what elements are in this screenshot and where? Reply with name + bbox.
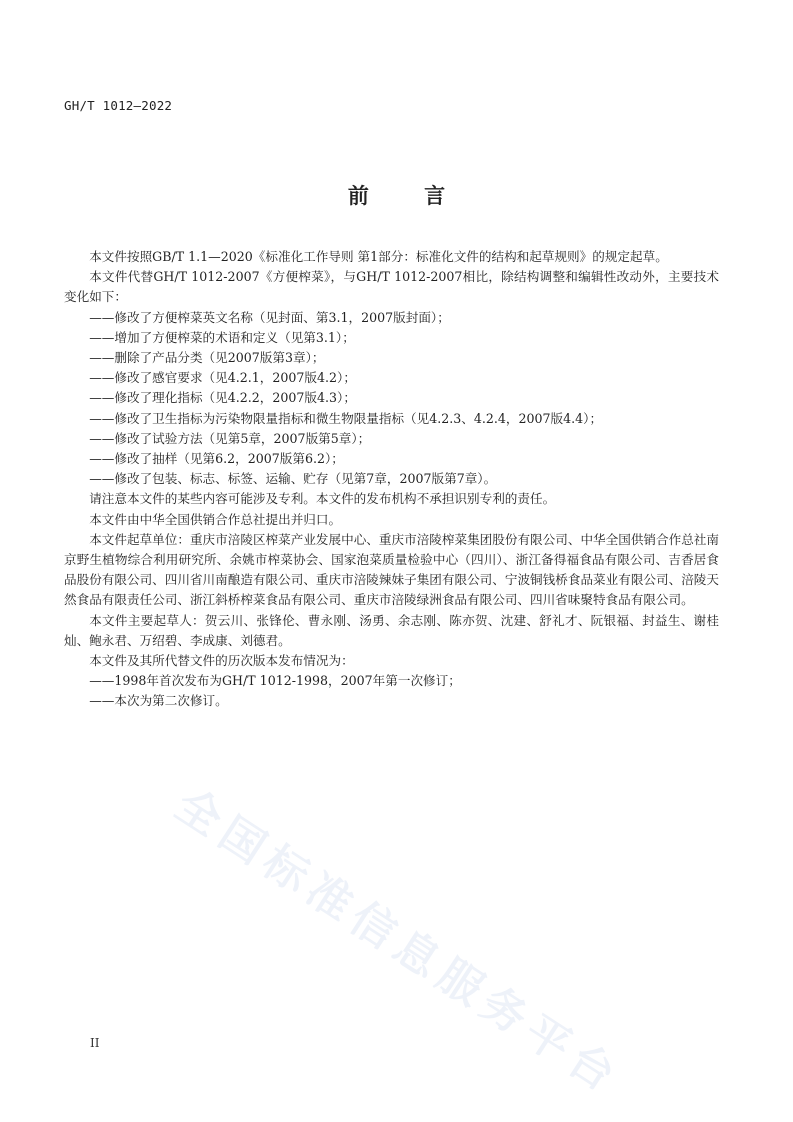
- change-item: ——增加了方便榨菜的术语和定义（见第3.1）；: [89, 329, 355, 345]
- page-title: 前 言: [347, 184, 470, 208]
- watermark: 全国标准信息服务平台: [166, 779, 631, 1106]
- change-item: ——修改了方便榨菜英文名称（见封面、第3.1，2007版封面）；: [89, 309, 450, 325]
- document-code: GH/T 1012—2022: [64, 98, 173, 113]
- change-item: ——修改了卫生指标为污染物限量指标和微生物限量指标（见4.2.3、4.2.4，2007版4.4）；: [89, 410, 603, 426]
- change-item: ——修改了感官要求（见4.2.1，2007版4.2）；: [89, 370, 356, 386]
- paragraph-drafting-units: 本文件起草单位：重庆市涪陵区榨菜产业发展中心、重庆市涪陵榨菜集团股份有限公司、中华全国供销合作总社南京野生植物综合利用研究所、余姚市榨菜协会、国家泡菜质量检验中心（四川）、浙江备得福食品有限公司、吉香居食品股份有限公司、四川省川南酿造有限公司、重庆市涪陵辣妹子集团有限公司、宁波铜钱桥食品菜业有限公司、涪陵天然食品有限责任公司、浙江斜桥榨菜食品有限公司、重庆市涪陵绿洲食品有限公司、四川省味聚特食品有限公司。: [64, 531, 719, 608]
- page-number: II: [90, 1036, 100, 1050]
- paragraph-drafters: 本文件主要起草人：贺云川、张锋伦、曹永刚、汤勇、余志刚、陈亦贺、沈建、舒礼才、阮银福、封益生、谢桂灿、鲍永君、万绍碧、李成康、刘德君。: [64, 612, 719, 648]
- change-item: ——修改了抽样（见第6.2，2007版第6.2）；: [89, 451, 344, 467]
- change-item: ——删除了产品分类（见2007版第3章）；: [89, 350, 325, 366]
- paragraph-history: 本文件及其所代替文件的历次版本发布情况为：: [89, 653, 354, 669]
- change-item: ——修改了试验方法（见第5章，2007版第5章）；: [89, 430, 371, 446]
- change-item: ——修改了理化指标（见4.2.2，2007版4.3）；: [89, 390, 356, 406]
- history-item: ——1998年首次发布为GH/T 1012-1998，2007年第一次修订；: [89, 673, 461, 689]
- paragraph-proposer: 本文件由中华全国供销合作总社提出并归口。: [89, 511, 342, 527]
- change-item: ——修改了包装、标志、标签、运输、贮存（见第7章，2007版第7章）。: [89, 471, 497, 487]
- history-item: ——本次为第二次修订。: [89, 693, 228, 709]
- foreword-body: [64, 247, 719, 712]
- paragraph-replacement: 本文件代替GH/T 1012-2007《方便榨菜》，与GH/T 1012-2007相比，除结构调整和编辑性改动外，主要技术变化如下：: [64, 269, 719, 305]
- paragraph-patent-notice: 请注意本文件的某些内容可能涉及专利。本文件的发布机构不承担识别专利的责任。: [89, 491, 556, 507]
- paragraph-drafting-basis: 本文件按照GB/T 1.1—2020《标准化工作导则 第1部分：标准化文件的结构和起草规则》的规定起草。: [89, 249, 668, 264]
